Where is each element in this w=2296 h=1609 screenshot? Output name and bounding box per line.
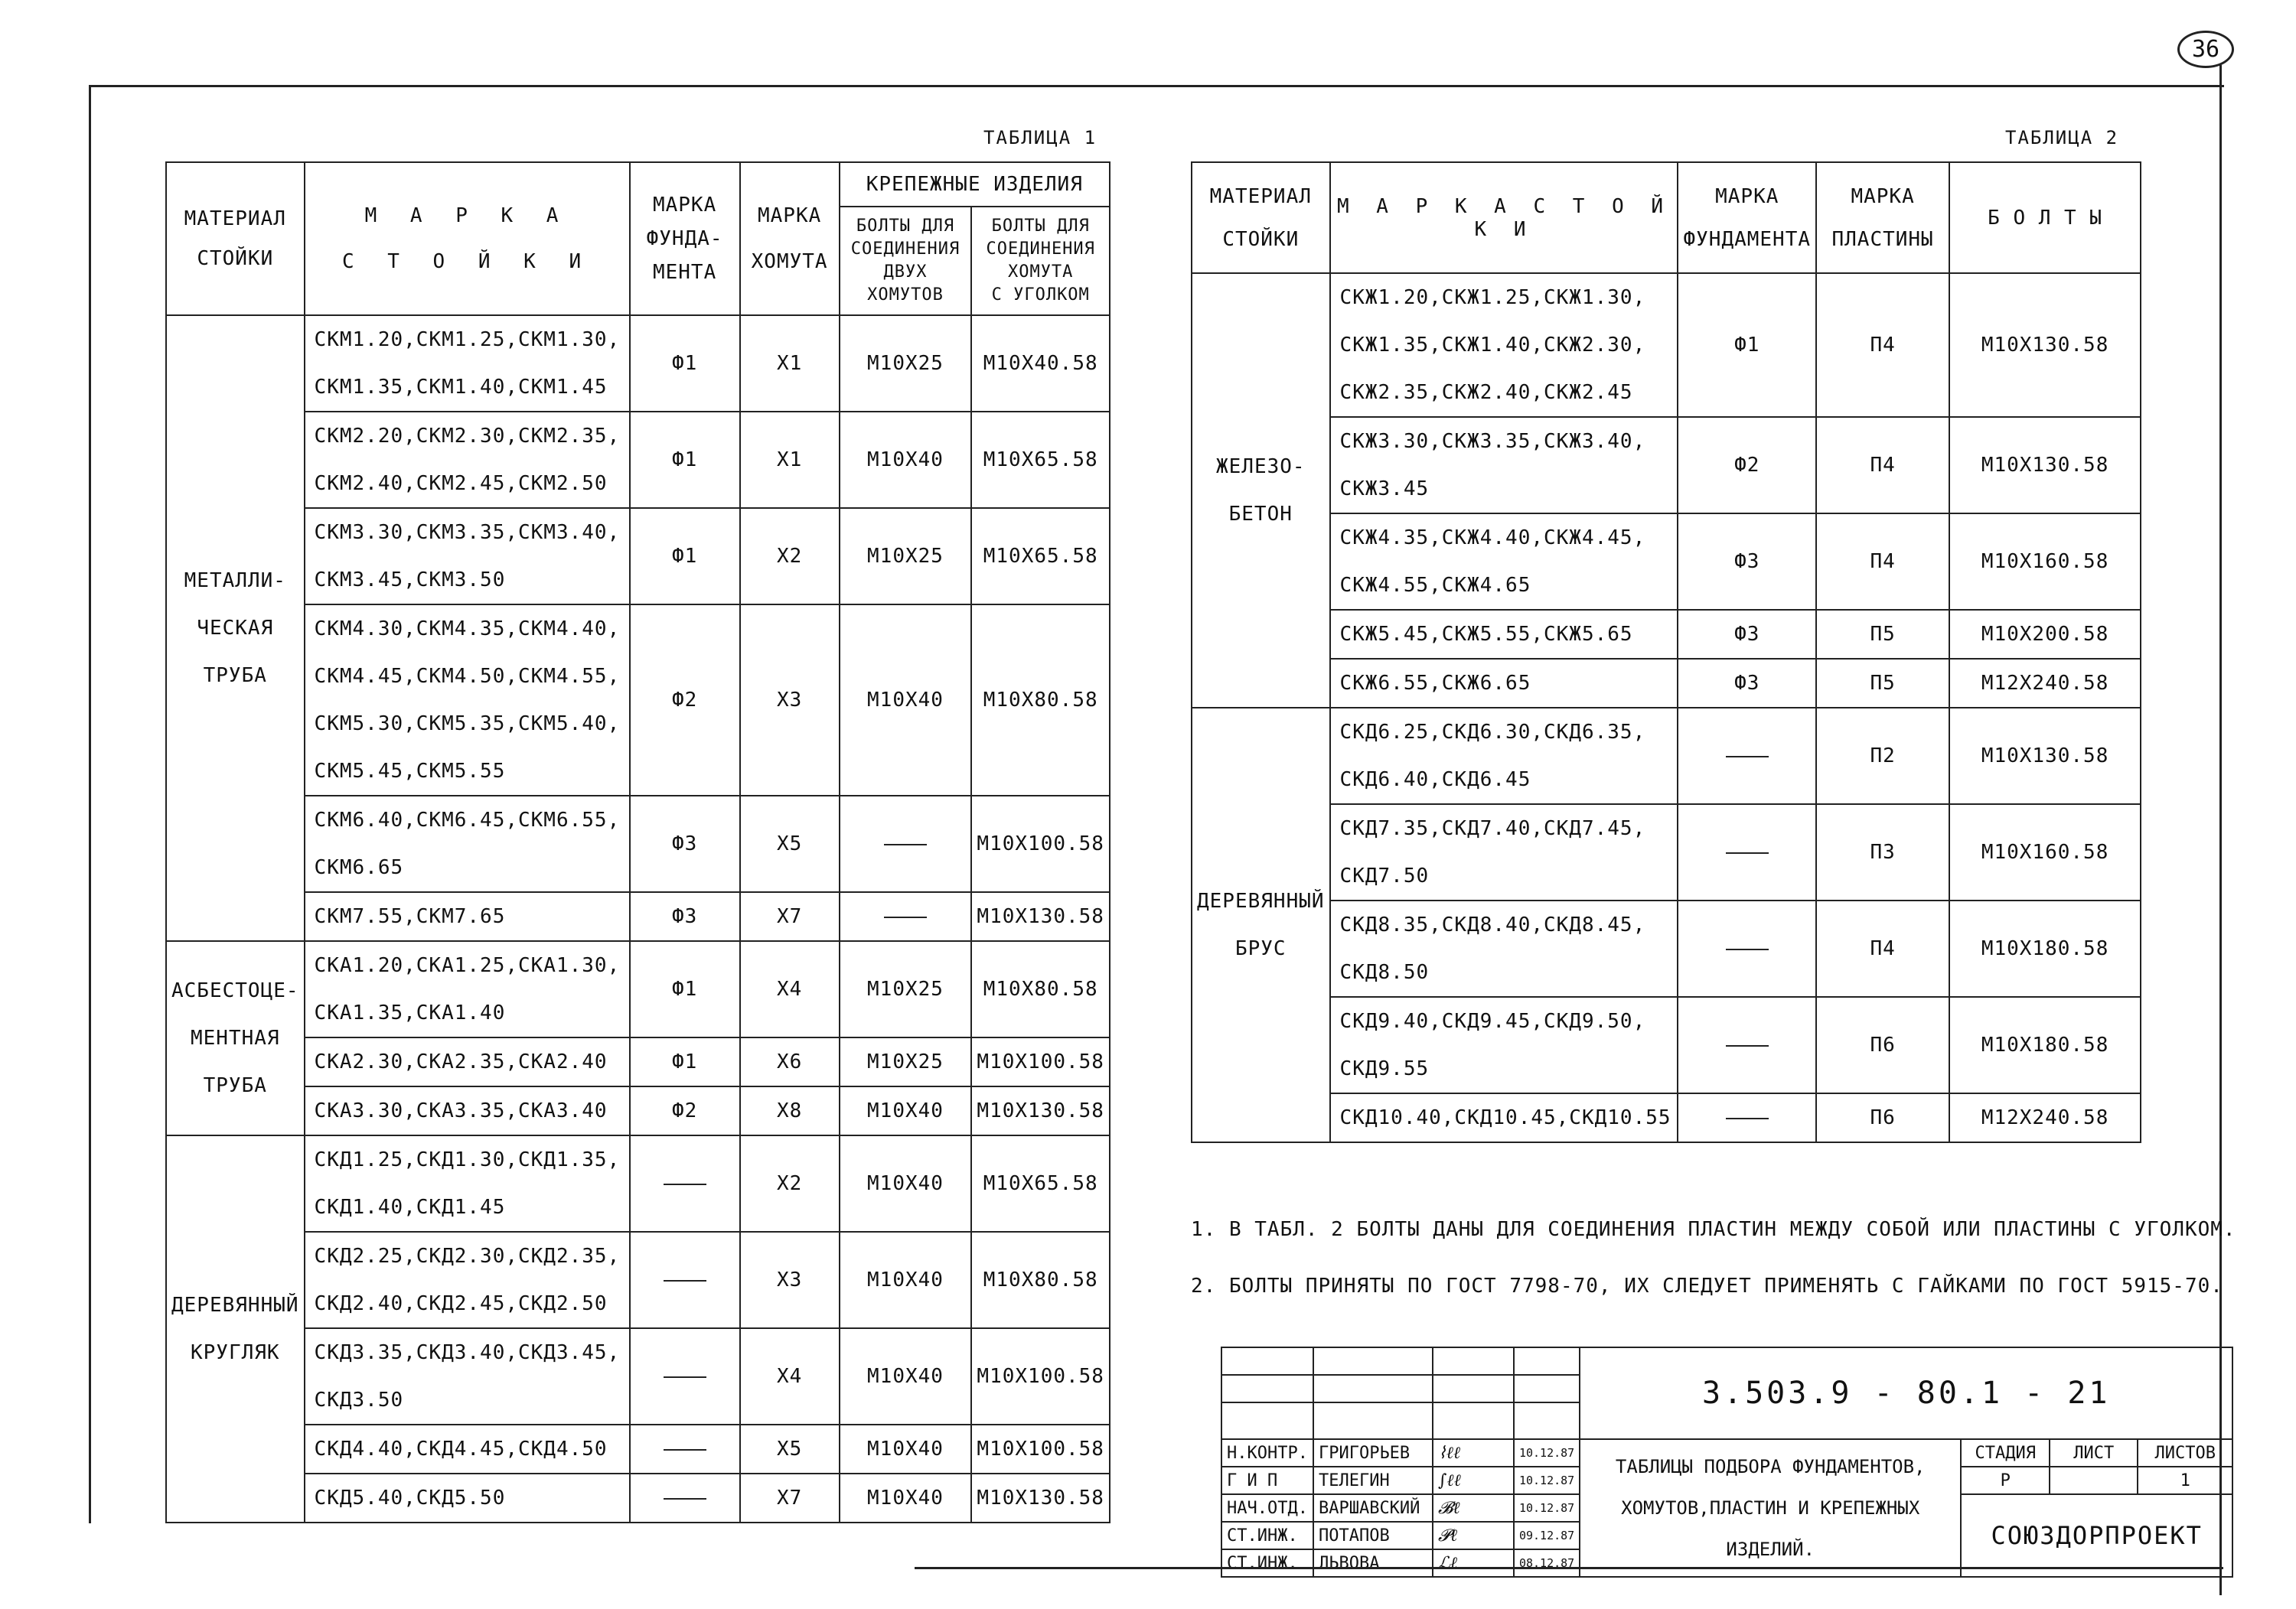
bolt-khomuty-cell: М10Х40 bbox=[840, 412, 972, 508]
stamp-name: ГРИГОРЬЕВ bbox=[1313, 1439, 1433, 1467]
table-row bbox=[1192, 659, 2141, 708]
t2-body bbox=[1192, 273, 2141, 1142]
note-2: 2. БОЛТЫ ПРИНЯТЫ ПО ГОСТ 7798-70, ИХ СЛЕДУЕТ ПРИМЕНЯТЬ С ГАЙКАМИ ПО ГОСТ 5915-70. bbox=[1191, 1275, 2223, 1298]
dash-mark bbox=[884, 917, 927, 918]
bolt-khomuty-cell bbox=[840, 892, 972, 941]
table-2 bbox=[1191, 161, 2141, 1143]
dash-mark bbox=[664, 1449, 706, 1451]
plastina-cell: П6 bbox=[1816, 997, 1949, 1093]
table-row bbox=[166, 892, 1110, 941]
table-row bbox=[166, 604, 1110, 796]
marka-cell: СКЖ3.30,СКЖ3.35,СКЖ3.40, СКЖ3.45 bbox=[1330, 417, 1678, 513]
bolt-ugolok-cell: М10Х80.58 bbox=[971, 1232, 1110, 1328]
stamp-role: Г И П bbox=[1221, 1467, 1313, 1494]
marka-cell: СКД6.25,СКД6.30,СКД6.35, СКД6.40,СКД6.45 bbox=[1330, 708, 1678, 804]
fundament-cell: Ф3 bbox=[630, 796, 740, 892]
fundament-cell: Ф1 bbox=[1678, 273, 1816, 417]
bolt-khomuty-cell: М10Х40 bbox=[840, 1425, 972, 1474]
table-row bbox=[1192, 610, 2141, 659]
stamp-date: 10.12.87 bbox=[1514, 1439, 1580, 1467]
khomut-cell: Х6 bbox=[740, 1037, 840, 1086]
table-row bbox=[166, 1328, 1110, 1425]
fundament-cell bbox=[1678, 804, 1816, 901]
table-row bbox=[166, 1425, 1110, 1474]
t2-header-material: МАТЕРИАЛ СТОЙКИ bbox=[1192, 162, 1330, 273]
t1-header-marka: М А Р К А С Т О Й К И bbox=[305, 162, 630, 315]
signature-image: ∫ℓℓ bbox=[1433, 1467, 1514, 1494]
bottom-border bbox=[915, 1567, 2223, 1569]
bolt-ugolok-cell: М10Х100.58 bbox=[971, 796, 1110, 892]
material-cell: АСБЕСТОЦЕ- МЕНТНАЯ ТРУБА bbox=[166, 941, 305, 1135]
doc-code: 3.503.9 - 80.1 - 21 bbox=[1580, 1347, 2232, 1439]
bolt-cell: М10Х160.58 bbox=[1949, 804, 2141, 901]
plastina-cell: П5 bbox=[1816, 659, 1949, 708]
bolt-khomuty-cell: М10Х40 bbox=[840, 604, 972, 796]
fundament-cell bbox=[1678, 997, 1816, 1093]
table-row bbox=[1192, 417, 2141, 513]
table-row bbox=[166, 315, 1110, 412]
frame-top-border bbox=[89, 85, 2224, 87]
table-row bbox=[1192, 901, 2141, 997]
organization: СОЮЗДОРПРОЕКТ bbox=[1961, 1494, 2232, 1577]
khomut-cell: Х5 bbox=[740, 796, 840, 892]
marka-cell: СКМ4.30,СКМ4.35,СКМ4.40, СКМ4.45,СКМ4.50,СКМ4.55, СКМ5.30,СКМ5.35,СКМ5.40, СКМ5.45,СКМ5.55 bbox=[305, 604, 630, 796]
bolt-khomuty-cell: М10Х40 bbox=[840, 1328, 972, 1425]
bolt-khomuty-cell: М10Х40 bbox=[840, 1232, 972, 1328]
bolt-khomuty-cell: М10Х40 bbox=[840, 1135, 972, 1232]
stamp-name: ВАРШАВСКИЙ bbox=[1313, 1494, 1433, 1522]
table2-caption: ТАБЛИЦА 2 bbox=[2005, 127, 2119, 148]
t2-header-bolty: Б О Л Т Ы bbox=[1949, 162, 2141, 273]
marka-cell: СКЖ5.45,СКЖ5.55,СКЖ5.65 bbox=[1330, 610, 1678, 659]
marka-cell: СКМ3.30,СКМ3.35,СКМ3.40, СКМ3.45,СКМ3.50 bbox=[305, 508, 630, 604]
bolt-ugolok-cell: М10Х40.58 bbox=[971, 315, 1110, 412]
fundament-cell bbox=[1678, 901, 1816, 997]
listov-value: 1 bbox=[2138, 1467, 2232, 1494]
signature-image: ℒℓ bbox=[1433, 1549, 1514, 1577]
fundament-cell bbox=[630, 1425, 740, 1474]
table-row bbox=[166, 1135, 1110, 1232]
dash-mark bbox=[664, 1498, 706, 1500]
khomut-cell: Х1 bbox=[740, 412, 840, 508]
signature-image: ⌇ℓℓ bbox=[1433, 1439, 1514, 1467]
khomut-cell: Х2 bbox=[740, 1135, 840, 1232]
frame-left-border bbox=[89, 85, 91, 1523]
bolt-ugolok-cell: М10Х80.58 bbox=[971, 604, 1110, 796]
table-row bbox=[1192, 513, 2141, 610]
page-number: 36 bbox=[2177, 31, 2234, 68]
dash-mark bbox=[884, 844, 927, 845]
material-cell: ДЕРЕВЯННЫЙ БРУС bbox=[1192, 708, 1330, 1142]
stamp-name: ЛЬВОВА bbox=[1313, 1549, 1433, 1577]
marka-cell: СКМ2.20,СКМ2.30,СКМ2.35, СКМ2.40,СКМ2.45,СКМ2.50 bbox=[305, 412, 630, 508]
bolt-khomuty-cell: М10Х25 bbox=[840, 941, 972, 1037]
bolt-khomuty-cell: М10Х40 bbox=[840, 1086, 972, 1135]
khomut-cell: Х5 bbox=[740, 1425, 840, 1474]
plastina-cell: П4 bbox=[1816, 273, 1949, 417]
marka-cell: СКЖ6.55,СКЖ6.65 bbox=[1330, 659, 1678, 708]
plastina-cell: П2 bbox=[1816, 708, 1949, 804]
bolt-ugolok-cell: М10Х65.58 bbox=[971, 412, 1110, 508]
khomut-cell: Х4 bbox=[740, 941, 840, 1037]
stamp-date: 10.12.87 bbox=[1514, 1494, 1580, 1522]
stamp-name: ТЕЛЕГИН bbox=[1313, 1467, 1433, 1494]
marka-cell: СКД5.40,СКД5.50 bbox=[305, 1474, 630, 1523]
khomut-cell: Х8 bbox=[740, 1086, 840, 1135]
marka-cell: СКА1.20,СКА1.25,СКА1.30, СКА1.35,СКА1.40 bbox=[305, 941, 630, 1037]
fundament-cell bbox=[630, 1474, 740, 1523]
khomut-cell: Х4 bbox=[740, 1328, 840, 1425]
t1-header-bolt-khomuty: БОЛТЫ ДЛЯ СОЕДИНЕНИЯ ДВУХ ХОМУТОВ bbox=[840, 207, 972, 315]
bolt-khomuty-cell: М10Х25 bbox=[840, 508, 972, 604]
marka-cell: СКД3.35,СКД3.40,СКД3.45, СКД3.50 bbox=[305, 1328, 630, 1425]
stamp-role: СТ.ИНЖ. bbox=[1221, 1549, 1313, 1577]
dash-mark bbox=[1726, 949, 1769, 950]
signature-image: 𝓑ℓ bbox=[1433, 1494, 1514, 1522]
table-row bbox=[1192, 804, 2141, 901]
marka-cell: СКМ1.20,СКМ1.25,СКМ1.30, СКМ1.35,СКМ1.40,СКМ1.45 bbox=[305, 315, 630, 412]
table-row bbox=[1192, 273, 2141, 417]
stadia-value: Р bbox=[1961, 1467, 2050, 1494]
stamp-role: СТ.ИНЖ. bbox=[1221, 1522, 1313, 1549]
fundament-cell bbox=[630, 1232, 740, 1328]
dash-mark bbox=[1726, 756, 1769, 757]
t1-body bbox=[166, 315, 1110, 1523]
t2-header-marka: М А Р К А С Т О Й К И bbox=[1330, 162, 1678, 273]
stamp-date: 10.12.87 bbox=[1514, 1467, 1580, 1494]
khomut-cell: Х2 bbox=[740, 508, 840, 604]
t2-header-plastina: МАРКА ПЛАСТИНЫ bbox=[1816, 162, 1949, 273]
bolt-cell: М12Х240.58 bbox=[1949, 1093, 2141, 1142]
plastina-cell: П3 bbox=[1816, 804, 1949, 901]
list-value bbox=[2050, 1467, 2138, 1494]
dash-mark bbox=[664, 1280, 706, 1282]
table-row bbox=[166, 1086, 1110, 1135]
bolt-cell: М10Х130.58 bbox=[1949, 417, 2141, 513]
t1-header-material: МАТЕРИАЛ СТОЙКИ bbox=[166, 162, 305, 315]
marka-cell: СКД2.25,СКД2.30,СКД2.35, СКД2.40,СКД2.45,СКД2.50 bbox=[305, 1232, 630, 1328]
dash-mark bbox=[1726, 852, 1769, 854]
khomut-cell: Х3 bbox=[740, 1232, 840, 1328]
table-row bbox=[166, 1037, 1110, 1086]
material-cell: МЕТАЛЛИ- ЧЕСКАЯ ТРУБА bbox=[166, 315, 305, 941]
marka-cell: СКД1.25,СКД1.30,СКД1.35, СКД1.40,СКД1.45 bbox=[305, 1135, 630, 1232]
bolt-khomuty-cell bbox=[840, 796, 972, 892]
table-row bbox=[166, 1474, 1110, 1523]
list-label: ЛИСТ bbox=[2050, 1439, 2138, 1467]
t1-header-khomut: МАРКА ХОМУТА bbox=[740, 162, 840, 315]
stamp-role: НАЧ.ОТД. bbox=[1221, 1494, 1313, 1522]
khomut-cell: Х7 bbox=[740, 892, 840, 941]
table-row bbox=[1192, 708, 2141, 804]
table-row bbox=[166, 508, 1110, 604]
dash-mark bbox=[1726, 1118, 1769, 1119]
fundament-cell: Ф3 bbox=[1678, 659, 1816, 708]
marka-cell: СКД7.35,СКД7.40,СКД7.45, СКД7.50 bbox=[1330, 804, 1678, 901]
dash-mark bbox=[664, 1376, 706, 1378]
t2-header-fundament: МАРКА ФУНДАМЕНТА bbox=[1678, 162, 1816, 273]
drawing-title: ТАБЛИЦЫ ПОДБОРА ФУНДАМЕНТОВ, ХОМУТОВ,ПЛАСТИН И КРЕПЕЖНЫХ ИЗДЕЛИЙ. bbox=[1580, 1439, 1961, 1577]
dash-mark bbox=[1726, 1045, 1769, 1047]
fundament-cell: Ф3 bbox=[630, 892, 740, 941]
fundament-cell: Ф1 bbox=[630, 941, 740, 1037]
table-1 bbox=[165, 161, 1110, 1523]
fundament-cell bbox=[630, 1328, 740, 1425]
bolt-ugolok-cell: М10Х130.58 bbox=[971, 1474, 1110, 1523]
khomut-cell: Х7 bbox=[740, 1474, 840, 1523]
signature-image: 𝓟ℓ bbox=[1433, 1522, 1514, 1549]
material-cell: ЖЕЛЕЗО- БЕТОН bbox=[1192, 273, 1330, 708]
table-row bbox=[166, 941, 1110, 1037]
plastina-cell: П6 bbox=[1816, 1093, 1949, 1142]
table-row bbox=[166, 796, 1110, 892]
stadia-label: СТАДИЯ bbox=[1961, 1439, 2050, 1467]
bolt-cell: М10Х200.58 bbox=[1949, 610, 2141, 659]
marka-cell: СКД4.40,СКД4.45,СКД4.50 bbox=[305, 1425, 630, 1474]
khomut-cell: Х3 bbox=[740, 604, 840, 796]
stamp-role: Н.КОНТР. bbox=[1221, 1439, 1313, 1467]
fundament-cell bbox=[630, 1135, 740, 1232]
plastina-cell: П4 bbox=[1816, 513, 1949, 610]
marka-cell: СКА3.30,СКА3.35,СКА3.40 bbox=[305, 1086, 630, 1135]
bolt-ugolok-cell: М10Х65.58 bbox=[971, 508, 1110, 604]
bolt-ugolok-cell: М10Х100.58 bbox=[971, 1328, 1110, 1425]
bolt-ugolok-cell: М10Х130.58 bbox=[971, 1086, 1110, 1135]
marka-cell: СКА2.30,СКА2.35,СКА2.40 bbox=[305, 1037, 630, 1086]
bolt-khomuty-cell: М10Х25 bbox=[840, 1037, 972, 1086]
fundament-cell: Ф1 bbox=[630, 1037, 740, 1086]
marka-cell: СКД10.40,СКД10.45,СКД10.55 bbox=[1330, 1093, 1678, 1142]
bolt-ugolok-cell: М10Х100.58 bbox=[971, 1425, 1110, 1474]
fundament-cell: Ф2 bbox=[630, 604, 740, 796]
stamp-name: ПОТАПОВ bbox=[1313, 1522, 1433, 1549]
bolt-cell: М10Х160.58 bbox=[1949, 513, 2141, 610]
t1-header-bolt-ugolok: БОЛТЫ ДЛЯ СОЕДИНЕНИЯ ХОМУТА С УГОЛКОМ bbox=[971, 207, 1110, 315]
marka-cell: СКД8.35,СКД8.40,СКД8.45, СКД8.50 bbox=[1330, 901, 1678, 997]
marka-cell: СКЖ1.20,СКЖ1.25,СКЖ1.30, СКЖ1.35,СКЖ1.40,СКЖ2.30, СКЖ2.35,СКЖ2.40,СКЖ2.45 bbox=[1330, 273, 1678, 417]
note-1: 1. В ТАБЛ. 2 БОЛТЫ ДАНЫ ДЛЯ СОЕДИНЕНИЯ ПЛАСТИН МЕЖДУ СОБОЙ ИЛИ ПЛАСТИНЫ С УГОЛКОМ. bbox=[1191, 1218, 2236, 1241]
bolt-cell: М12Х240.58 bbox=[1949, 659, 2141, 708]
material-cell: ДЕРЕВЯННЫЙ КРУГЛЯК bbox=[166, 1135, 305, 1523]
table-row bbox=[1192, 997, 2141, 1093]
t1-header-fundament: МАРКА ФУНДА- МЕНТА bbox=[630, 162, 740, 315]
marka-cell: СКМ6.40,СКМ6.45,СКМ6.55, СКМ6.65 bbox=[305, 796, 630, 892]
bolt-cell: М10Х180.58 bbox=[1949, 997, 2141, 1093]
fundament-cell: Ф3 bbox=[1678, 610, 1816, 659]
marka-cell: СКЖ4.35,СКЖ4.40,СКЖ4.45, СКЖ4.55,СКЖ4.65 bbox=[1330, 513, 1678, 610]
table-row bbox=[1192, 1093, 2141, 1142]
t1-header-krepezh: КРЕПЕЖНЫЕ ИЗДЕЛИЯ bbox=[840, 162, 1110, 207]
marka-cell: СКМ7.55,СКМ7.65 bbox=[305, 892, 630, 941]
fundament-cell: Ф1 bbox=[630, 412, 740, 508]
fundament-cell bbox=[1678, 1093, 1816, 1142]
fundament-cell: Ф2 bbox=[630, 1086, 740, 1135]
stamp-date: 08.12.87 bbox=[1514, 1549, 1580, 1577]
listov-label: ЛИСТОВ bbox=[2138, 1439, 2232, 1467]
table-row bbox=[166, 1232, 1110, 1328]
plastina-cell: П4 bbox=[1816, 417, 1949, 513]
fundament-cell: Ф1 bbox=[630, 315, 740, 412]
bolt-cell: М10Х130.58 bbox=[1949, 273, 2141, 417]
fundament-cell: Ф2 bbox=[1678, 417, 1816, 513]
bolt-khomuty-cell: М10Х25 bbox=[840, 315, 972, 412]
marka-cell: СКД9.40,СКД9.45,СКД9.50, СКД9.55 bbox=[1330, 997, 1678, 1093]
title-block bbox=[1221, 1347, 2233, 1578]
bolt-ugolok-cell: М10Х65.58 bbox=[971, 1135, 1110, 1232]
bolt-ugolok-cell: М10Х130.58 bbox=[971, 892, 1110, 941]
bolt-cell: М10Х130.58 bbox=[1949, 708, 2141, 804]
bolt-ugolok-cell: М10Х80.58 bbox=[971, 941, 1110, 1037]
table1-caption: ТАБЛИЦА 1 bbox=[983, 127, 1097, 148]
fundament-cell: Ф3 bbox=[1678, 513, 1816, 610]
bolt-cell: М10Х180.58 bbox=[1949, 901, 2141, 997]
bolt-ugolok-cell: М10Х100.58 bbox=[971, 1037, 1110, 1086]
dash-mark bbox=[664, 1184, 706, 1185]
plastina-cell: П5 bbox=[1816, 610, 1949, 659]
fundament-cell: Ф1 bbox=[630, 508, 740, 604]
stamp-date: 09.12.87 bbox=[1514, 1522, 1580, 1549]
fundament-cell bbox=[1678, 708, 1816, 804]
plastina-cell: П4 bbox=[1816, 901, 1949, 997]
bolt-khomuty-cell: М10Х40 bbox=[840, 1474, 972, 1523]
table-row bbox=[166, 412, 1110, 508]
khomut-cell: Х1 bbox=[740, 315, 840, 412]
